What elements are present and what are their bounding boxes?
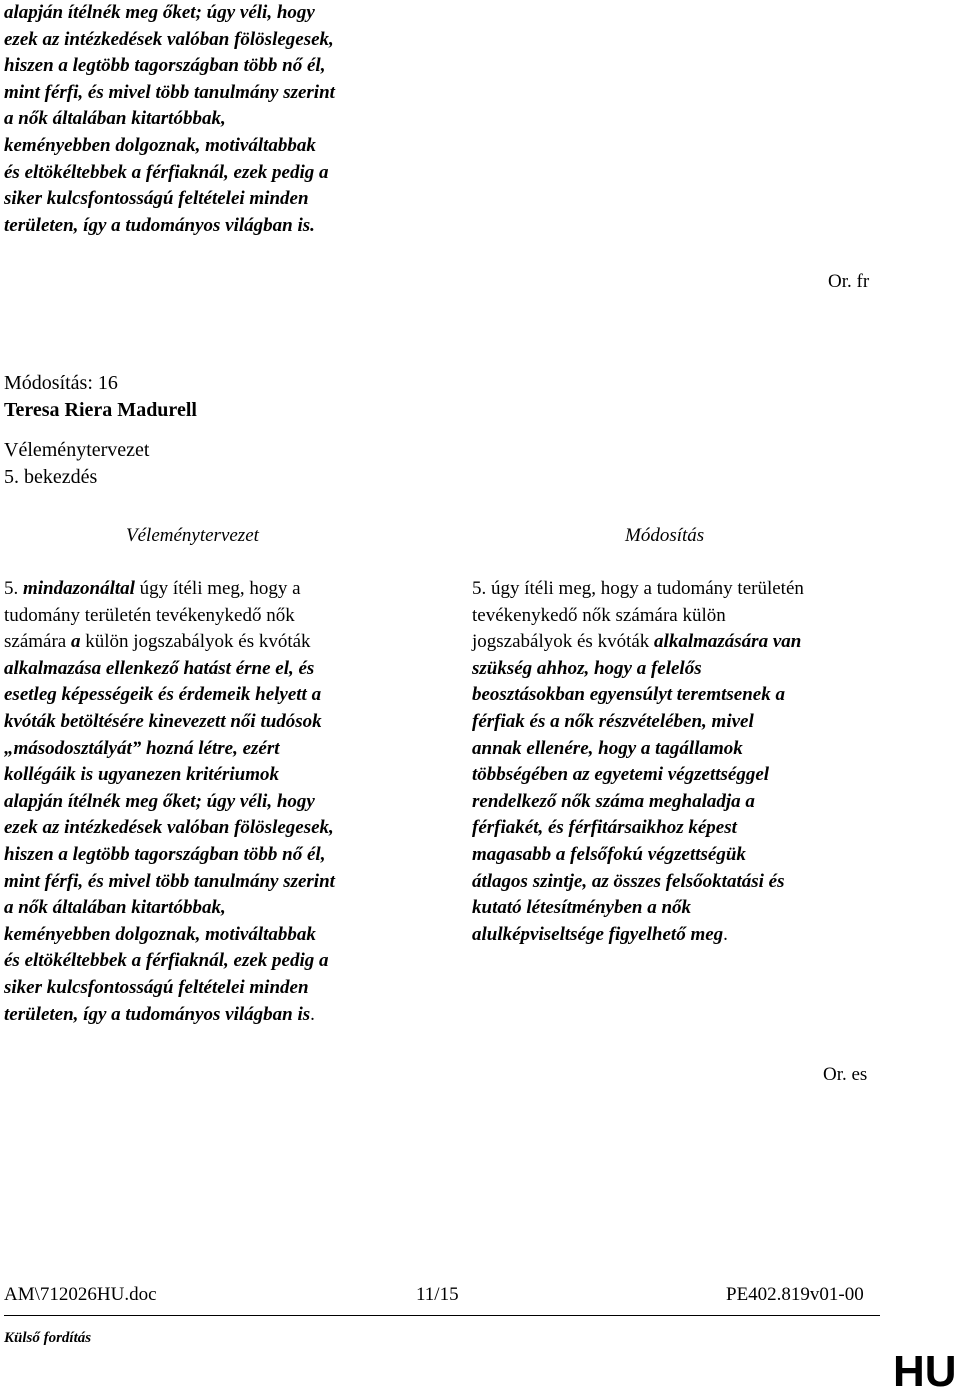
text-line	[472, 842, 804, 869]
amendment-number: Módosítás: 16	[4, 372, 118, 394]
text-line: alapján ítélnék meg őket; úgy véli, hogy	[4, 2, 315, 23]
changed-text-run: annak ellenére, hogy a tagállamok	[472, 737, 743, 759]
text-line	[472, 815, 804, 842]
text-line: hiszen a legtöbb tagországban több nő él,	[4, 55, 326, 77]
text-line: ezek az intézkedések valóban fölöslegesek,	[4, 28, 334, 50]
changed-text-run: alulképviseltsége figyelhető meg	[472, 923, 724, 945]
amendment-header	[4, 370, 197, 491]
changed-text-run: magasabb a felsőfokú végzettségük	[472, 843, 746, 865]
changed-text-run: hiszen a legtöbb tagországban több nő él,	[4, 843, 326, 865]
text-line	[4, 842, 335, 869]
changed-text-run: keményebben dolgoznak, motiváltabbak	[4, 923, 316, 945]
changed-text-run: ezek az intézkedések valóban fölöslegesek,	[4, 817, 334, 839]
text-line	[472, 762, 804, 789]
footer-translation-note: Külső fordítás	[4, 1330, 92, 1346]
column-header-amendment: Módosítás	[625, 525, 705, 546]
continued-amendment-text	[4, 0, 335, 239]
text-line	[472, 895, 804, 922]
text-run: külön jogszabályok és kvóták	[80, 631, 311, 653]
footer-pe-ref: PE402.819v01-00	[726, 1284, 864, 1305]
changed-text-run: kutató létesítményben a nők	[472, 897, 692, 919]
changed-text-run: kollégáik is ugyanezen kritériumok	[4, 764, 279, 786]
changed-text-run: férfiakét, és férfitársaikhoz képest	[472, 817, 737, 839]
text-run: .	[723, 923, 728, 945]
changed-text-run: kvóták betöltésére kinevezett női tudósok	[4, 710, 322, 732]
text-line	[472, 603, 804, 630]
text-line	[4, 603, 335, 630]
original-language-es: Or. es	[823, 1064, 868, 1085]
text-line	[472, 709, 804, 736]
changed-text-run: esetleg képességeik és érdemeik helyett a	[4, 684, 322, 706]
text-line: a nők általában kitartóbbak,	[4, 108, 226, 130]
changed-text-run: átlagos szintje, az összes felsőoktatási és	[472, 870, 785, 892]
text-line	[4, 869, 335, 896]
text-line	[472, 869, 804, 896]
changed-text-run: siker kulcsfontosságú feltételei minden	[4, 976, 309, 998]
original-language-fr: Or. fr	[828, 271, 870, 292]
changed-text-run: és eltökéltebbek a férfiaknál, ezek pedig a	[4, 950, 329, 972]
changed-text-run: mint férfi, és mivel több tanulmány szerint	[4, 870, 335, 892]
language-code: HU	[893, 1347, 957, 1396]
text-line: keményebben dolgoznak, motiváltabbak	[4, 134, 316, 156]
column-header-draft: Véleménytervezet	[126, 525, 259, 546]
text-line	[4, 709, 335, 736]
text-run: 5.	[4, 578, 23, 599]
text-run: jogszabályok és kvóták	[472, 631, 655, 653]
text-line	[4, 656, 335, 683]
changed-text-run: a nők általában kitartóbbak,	[4, 897, 226, 919]
changed-text-run: alkalmazására van	[654, 631, 802, 653]
text-line	[4, 1002, 335, 1029]
draft-opinion-text	[4, 576, 335, 1028]
text-line	[4, 895, 335, 922]
changed-text-run: szükség ahhoz, hogy a felelős	[472, 657, 702, 679]
text-line: területen, így a tudományos világban is.	[4, 214, 315, 236]
text-line	[4, 975, 335, 1002]
text-line	[4, 789, 335, 816]
text-line	[4, 629, 335, 656]
text-line	[4, 682, 335, 709]
changed-text-run: rendelkező nők száma meghaladja a	[472, 790, 755, 812]
changed-text-run: „másodosztályát” hozná létre, ezért	[4, 737, 280, 759]
text-line: és eltökéltebbek a férfiaknál, ezek pedig a	[4, 161, 329, 183]
text-run: .	[310, 1003, 315, 1025]
text-line	[4, 922, 335, 949]
amendment-doc-type: Véleménytervezet	[4, 439, 150, 461]
text-line	[4, 576, 335, 603]
text-run: számára	[4, 631, 71, 653]
text-line	[472, 922, 804, 949]
amendment-author: Teresa Riera Madurell	[4, 399, 197, 421]
text-run: úgy ítéli meg, hogy a	[134, 578, 301, 599]
changed-text-run: mindazonáltal	[23, 578, 135, 599]
text-run: tudomány területén tevékenykedő nők	[4, 604, 295, 626]
changed-text-run: a	[70, 631, 81, 653]
changed-text-run: területen, így a tudományos világban is	[4, 1003, 311, 1025]
text-line	[472, 736, 804, 763]
text-line	[472, 789, 804, 816]
text-line: siker kulcsfontosságú feltételei minden	[4, 188, 309, 210]
footer-page-number: 11/15	[416, 1284, 459, 1305]
text-line: mint férfi, és mivel több tanulmány szerint	[4, 81, 335, 103]
text-line	[4, 736, 335, 763]
footer-doc-ref: AM\712026HU.doc	[4, 1284, 157, 1305]
changed-text-run: férfiak és a nők részvételében, mivel	[472, 710, 754, 732]
text-run: tevékenykedő nők számára külön	[472, 604, 726, 626]
text-line	[472, 682, 804, 709]
text-line	[4, 948, 335, 975]
changed-text-run: beosztásokban egyensúlyt teremtsenek a	[472, 684, 785, 706]
amendment-text	[472, 576, 804, 948]
text-line	[472, 656, 804, 683]
footer-divider	[4, 1315, 880, 1316]
text-run: 5. úgy ítéli meg, hogy a tudomány területén	[472, 578, 804, 599]
changed-text-run: többségében az egyetemi végzettséggel	[472, 764, 770, 786]
amendment-paragraph: 5. bekezdés	[4, 466, 98, 488]
changed-text-run: alkalmazása ellenkező hatást érne el, és	[4, 657, 315, 679]
text-line	[472, 576, 804, 603]
text-line	[4, 762, 335, 789]
text-line	[4, 815, 335, 842]
changed-text-run: alapján ítélnék meg őket; úgy véli, hogy	[4, 790, 315, 812]
text-line	[472, 629, 804, 656]
